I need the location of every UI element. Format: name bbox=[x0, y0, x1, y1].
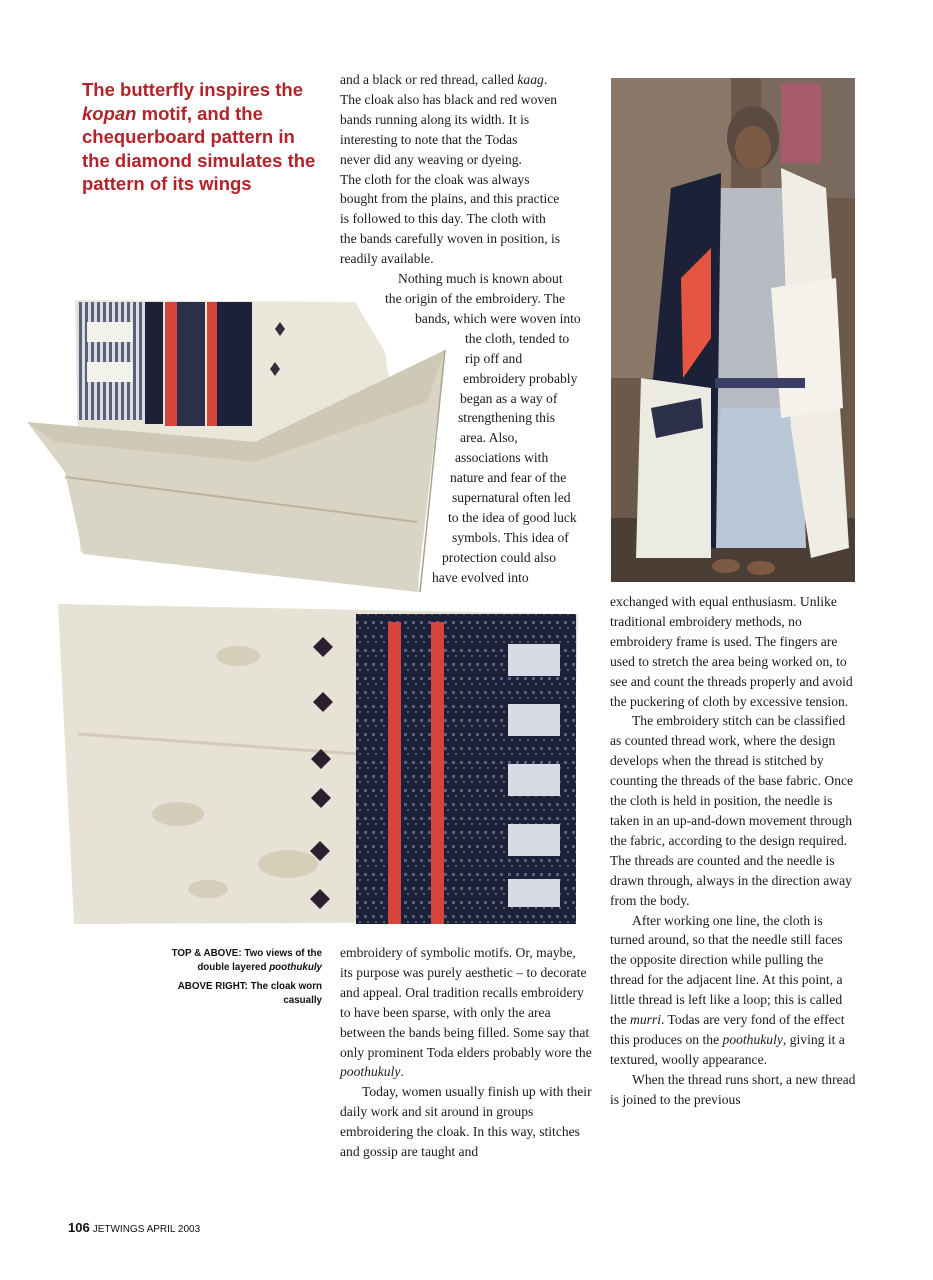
col2-line: readily available. bbox=[340, 251, 434, 267]
col2-line: nature and fear of the bbox=[450, 470, 567, 486]
col2-line: never did any weaving or dyeing. bbox=[340, 151, 522, 167]
col2-line: the origin of the embroidery. The bbox=[385, 290, 566, 306]
col2-line: to the idea of good luck bbox=[448, 509, 577, 525]
pull-quote bbox=[82, 78, 317, 196]
col2-line: Nothing much is known about bbox=[398, 271, 563, 287]
caption-top-above: TOP & ABOVE: Two views of the double layered poothukuly bbox=[171, 948, 322, 973]
cloak-folded-photo bbox=[25, 292, 455, 597]
pull-quote-text-1: The butterfly inspires the bbox=[82, 79, 304, 100]
col2-line: is followed to this day. The cloth with bbox=[340, 211, 546, 227]
col2-line: protection could also bbox=[442, 549, 557, 565]
col2-paragraph-1: embroidery of symbolic motifs. Or, maybe, its purpose was purely aesthetic – to decorate and appeal. Oral tradition recalls embroidery to have been sparse, with only the area between the bands being filled. Some say that only prominent Toda elders probably wore the poothukuly. bbox=[340, 945, 592, 1080]
pull-quote-text-2: motif, and the chequerboard pattern in the diamond simulates the pattern of its wings bbox=[82, 102, 316, 194]
col2-line: strengthening this bbox=[458, 410, 556, 426]
col2-line: began as a way of bbox=[460, 390, 558, 406]
col2-line: supernatural often led bbox=[452, 490, 571, 506]
woman-wearing-cloak-photo bbox=[611, 78, 855, 582]
col2-line: associations with bbox=[455, 450, 549, 466]
col2-line: embroidery probably bbox=[463, 370, 578, 386]
caption-above-right: ABOVE RIGHT: The cloak worn casually bbox=[177, 981, 322, 1006]
magazine-issue: JETWINGS APRIL 2003 bbox=[92, 1224, 201, 1235]
photo-captions bbox=[150, 947, 322, 1013]
col2-line: the bands carefully woven in position, is bbox=[340, 231, 561, 247]
page-number: 106 bbox=[68, 1220, 90, 1235]
pull-quote-italic: kopan bbox=[82, 102, 137, 124]
col2-line: interesting to note that the Todas bbox=[340, 131, 518, 147]
col3-paragraph-4: When the thread runs short, a new thread is joined to the previous bbox=[610, 1071, 856, 1107]
cloak-flat-photo bbox=[58, 604, 580, 930]
col2-line: and a black or red thread, called kaag. bbox=[340, 72, 548, 87]
col2-line: symbols. This idea of bbox=[452, 529, 569, 545]
col2-paragraph-2: Today, women usually finish up with their daily work and sit around in groups embroidering the cloak. In this way, stitches and gossip are taught and bbox=[340, 1084, 592, 1160]
col2-line: bands, which were woven into bbox=[415, 310, 581, 326]
col2-line: bought from the plains, and this practice bbox=[340, 191, 560, 207]
column-2-bottom-text bbox=[340, 943, 592, 1162]
col3-paragraph-2: The embroidery stitch can be classified as counted thread work, where the design develops when the thread is stitched by counting the threads of the base fabric. Once the cloth is held in position, the needle is taken in an up-and-down movement through the fabric, according to the design required. The threads are counted and the needle is drawn through, always in the direction away from the body. bbox=[610, 713, 854, 908]
column-3-text bbox=[610, 592, 858, 1110]
col2-line: have evolved into bbox=[432, 569, 529, 585]
col2-line: area. Also, bbox=[460, 430, 518, 446]
col3-paragraph-1: exchanged with equal enthusiasm. Unlike traditional embroidery methods, no embroidery frame is used. The fingers are used to stretch the area being worked on, to see and count the threads properly and avoid the puckering of cloth by excessive tension. bbox=[610, 594, 853, 709]
col2-line: rip off and bbox=[465, 350, 523, 366]
col2-line: the cloth, tended to bbox=[465, 330, 570, 346]
col3-paragraph-3: After working one line, the cloth is turned around, so that the needle still faces the opposite direction while pulling the thread for the adjacent line. At this point, a little thread is left like a loop; this is called the murri. Todas are very fond of the effect this produces on the poothukuly, giving it a textured, woolly appearance. bbox=[610, 912, 845, 1067]
col2-line: The cloth for the cloak was always bbox=[340, 171, 530, 187]
page-footer bbox=[68, 1220, 200, 1235]
col2-line: bands running along its width. It is bbox=[340, 111, 530, 127]
col2-line: The cloak also has black and red woven bbox=[340, 91, 558, 107]
